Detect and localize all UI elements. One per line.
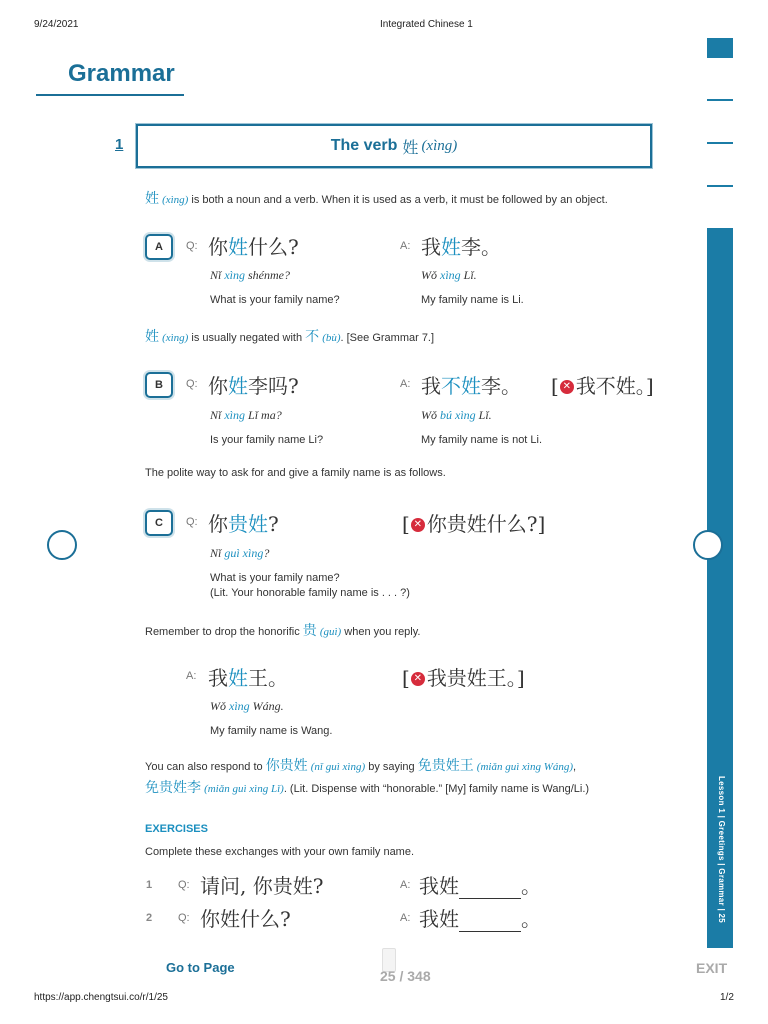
example-badge-c: C — [145, 510, 173, 536]
example-a-answer-english: My family name is Li. — [421, 294, 524, 306]
example-b-wrong-answer: [ ✕ 我不姓。] — [551, 374, 654, 398]
exercise-2-question: 你姓什么? — [200, 907, 291, 931]
negation-note: 姓 (xìng) is usually negated with 不 (bù). [See Grammar 7.] — [145, 329, 435, 345]
go-to-page-button[interactable]: Go to Page — [166, 960, 235, 975]
sidebar-label: Lesson 1 | Greetings | Grammar | 25 — [717, 776, 726, 924]
example-b-question: 你姓李吗? — [208, 374, 299, 398]
example-b-question-english: Is your family name Li? — [210, 434, 324, 446]
exercises-instruction: Complete these exchanges with your own family name. — [145, 846, 415, 858]
a-label: A: — [186, 670, 197, 682]
exercises-title: EXERCISES — [145, 823, 208, 835]
nav-tab-4[interactable] — [707, 185, 733, 187]
example-c-question-pinyin: Nǐ guì xìng? — [210, 546, 270, 560]
grammar-title-pinyin: (xìng) — [421, 137, 458, 154]
exit-button[interactable]: EXIT — [696, 960, 728, 976]
example-b-answer: 我不姓李。 — [421, 374, 521, 398]
nav-tab-2[interactable] — [707, 99, 733, 101]
a-label: A: — [400, 240, 411, 252]
x-circle-icon: ✕ — [560, 380, 574, 394]
example-badge-a: A — [145, 234, 173, 260]
example-a-question: 你姓什么? — [208, 235, 299, 259]
example-c-question-literal: (Lit. Your honorable family name is . . . ?) — [210, 587, 410, 599]
grammar-number[interactable]: 1 — [115, 136, 124, 153]
section-title: Grammar — [68, 60, 175, 87]
exercise-number: 1 — [146, 879, 153, 891]
example-b-question-pinyin: Nǐ xìng Lǐ ma? — [210, 408, 282, 422]
exercise-2-answer: 我姓 。 — [419, 907, 541, 931]
x-circle-icon: ✕ — [411, 518, 425, 532]
exercise-1-answer: 我姓 。 — [419, 874, 541, 898]
example-c-question: 你贵姓? — [208, 512, 279, 536]
example-b-answer-pinyin: Wǒ bú xìng Lǐ. — [421, 408, 492, 422]
q-label: Q: — [186, 240, 198, 252]
intro-text: 姓 (xìng) is both a noun and a verb. When it is used as a verb, it must be followed by an object. — [145, 191, 608, 207]
nav-tab-3[interactable] — [707, 142, 733, 144]
a-label: A: — [400, 378, 411, 390]
respond-note-line1: You can also respond to 你贵姓 (nǐ guì xìng) by saying 免贵姓王 (miǎn guì xìng Wáng), — [145, 758, 577, 774]
page-indicator: 25 / 348 — [380, 968, 431, 984]
print-date: 9/24/2021 — [34, 19, 79, 30]
grammar-title-box — [136, 124, 652, 168]
grammar-title: The verb — [330, 137, 398, 154]
example-a-answer-pinyin: Wǒ xìng Lǐ. — [421, 268, 477, 282]
example-a-answer: 我姓李。 — [421, 235, 501, 259]
nav-tab-current[interactable] — [707, 38, 733, 58]
example-a-question-pinyin: Nǐ xìng shénme? — [210, 268, 291, 282]
respond-note-line2: 免贵姓李 (miǎn guì xìng Lǐ). (Lit. Dispense with “honorable.” [My] family name is Wang/Li.) — [145, 780, 590, 796]
exercise-number: 2 — [146, 912, 153, 924]
next-page-button[interactable] — [693, 530, 723, 560]
example-b-answer-english: My family name is not Li. — [421, 434, 543, 446]
honorific-note: Remember to drop the honorific 贵 (guì) when you reply. — [145, 623, 421, 639]
q-label: Q: — [178, 879, 190, 891]
example-c-wrong-question: [ ✕ 你贵姓什么?] — [402, 512, 546, 536]
example-c-answer-pinyin: Wǒ xìng Wáng. — [210, 699, 284, 713]
example-c-question-english: What is your family name? — [210, 572, 340, 584]
q-label: Q: — [186, 378, 198, 390]
print-page-of: 1/2 — [720, 992, 734, 1003]
print-book-title: Integrated Chinese 1 — [380, 19, 473, 30]
q-label: Q: — [186, 516, 198, 528]
polite-note: The polite way to ask for and give a family name is as follows. — [145, 467, 446, 479]
grammar-title-chinese: 姓 — [402, 137, 419, 157]
exercise-1-blank[interactable] — [459, 880, 521, 899]
example-c-wrong-answer: [ ✕ 我贵姓王。] — [402, 666, 525, 690]
example-a-question-english: What is your family name? — [210, 294, 340, 306]
example-badge-b: B — [145, 372, 173, 398]
print-url: https://app.chengtsui.co/r/1/25 — [34, 992, 168, 1003]
a-label: A: — [400, 912, 411, 924]
a-label: A: — [400, 879, 411, 891]
example-c-answer-english: My family name is Wang. — [210, 725, 333, 737]
exercise-1-question: 请问, 你贵姓? — [200, 874, 324, 898]
exercise-2-blank[interactable] — [459, 913, 521, 932]
prev-page-button[interactable] — [47, 530, 77, 560]
example-c-answer: 我姓王。 — [208, 666, 288, 690]
title-underline — [36, 94, 184, 96]
x-circle-icon: ✕ — [411, 672, 425, 686]
q-label: Q: — [178, 912, 190, 924]
